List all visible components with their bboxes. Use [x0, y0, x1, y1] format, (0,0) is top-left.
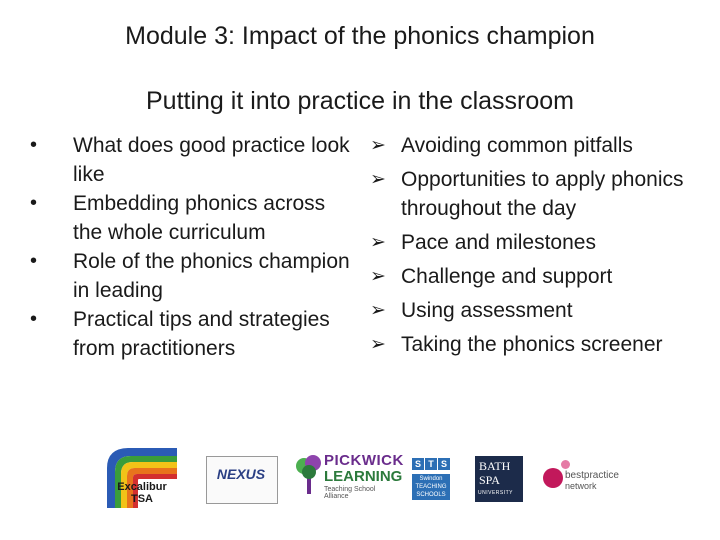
right-arrow-list — [370, 131, 710, 364]
right-arrow-item: ➢ Taking the phonics screener — [370, 330, 710, 359]
nexus-logo: NEXUS — [206, 448, 276, 508]
right-arrow-item: ➢ Challenge and support — [370, 262, 710, 291]
left-bullet-item: • Practical tips and strategies from practitioners — [30, 305, 350, 363]
excalibur-logo-text: Excalibur TSA — [117, 481, 167, 505]
pickwick-learning-logo: PICKWICK LEARNING Teaching School Alliance — [294, 448, 394, 508]
partner-logos — [0, 448, 720, 518]
excalibur-logo — [107, 448, 177, 508]
slide-subtitle: Putting it into practice in the classroom — [146, 87, 574, 115]
best-practice-network-logo: bestpractice network — [543, 448, 623, 508]
left-bullet-item: • Embedding phonics across the whole curriculum — [30, 189, 350, 247]
left-bullet-item: • What does good practice look like — [30, 131, 350, 189]
left-bullet-item: • Role of the phonics champion in leading — [30, 247, 350, 305]
arrow-circle-icon — [543, 468, 563, 488]
tree-icon — [294, 452, 324, 496]
right-arrow-item: ➢ Pace and milestones — [370, 228, 710, 257]
bath-spa-university-logo: BATH SPA UNIVERSITY — [475, 448, 523, 508]
swindon-teaching-schools-logo: S T S Swindon TEACHING SCHOOLS — [412, 448, 450, 508]
right-arrow-item: ➢ Opportunities to apply phonics throughout the day — [370, 165, 710, 223]
right-arrow-item: ➢ Avoiding common pitfalls — [370, 131, 710, 160]
left-bullet-list — [30, 131, 350, 363]
slide-title: Module 3: Impact of the phonics champion — [125, 22, 595, 50]
right-arrow-item: ➢ Using assessment — [370, 296, 710, 325]
